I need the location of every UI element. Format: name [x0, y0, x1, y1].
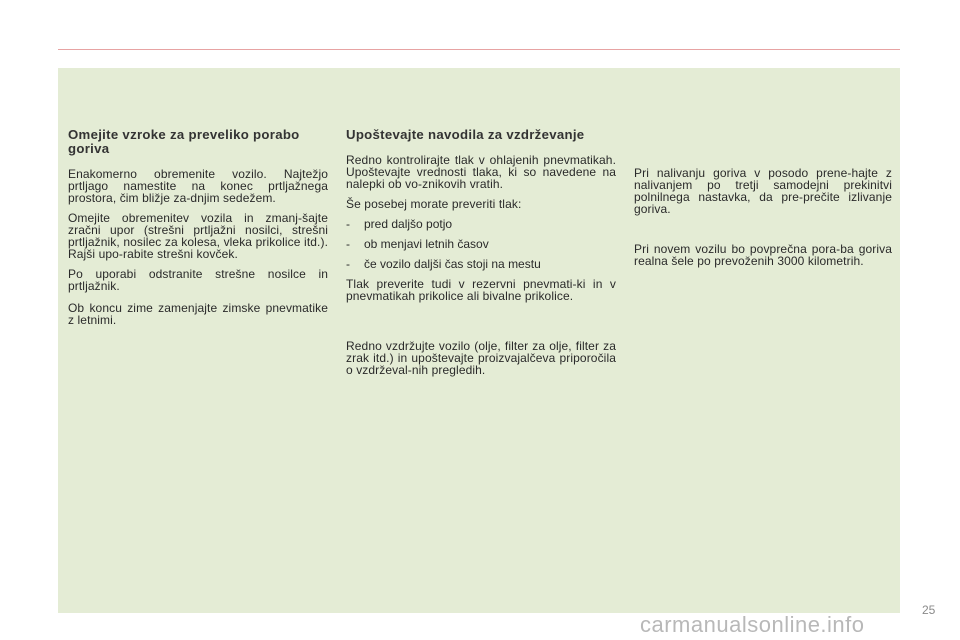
list-item [346, 218, 616, 230]
check-list [346, 218, 616, 270]
maintenance-text: Redno vzdržujte vozilo (olje, filter za olje, filter za zrak itd.) in upoštevajte proizvajalčeva priporočila o vzdrževal-nih pregledih. [346, 339, 616, 377]
left-paragraph: Ob koncu zime zamenjajte zimske pnevmatike z letnimi. [68, 301, 328, 327]
left-column [68, 128, 328, 334]
middle-heading: Upoštevajte navodila za vzdrževanje [346, 127, 585, 142]
left-paragraph: Omejite obremenitev vozila in zmanj-šajte zračni upor (strešni prtljažni nosilci, strešni prtljažnik, nosilec za kolesa, vleka prikolice itd.). Rajši upo-rabite strešni kovček. [68, 211, 328, 261]
left-heading: Omejite vzroke za preveliko porabo goriva [68, 127, 300, 156]
right-paragraph: Pri novem vozilu bo povprečna pora-ba goriva realna šele po prevoženih 3000 kilometrih. [634, 242, 892, 268]
middle-column [346, 128, 616, 384]
list-title: Še posebej morate preveriti tlak: [346, 197, 522, 211]
right-column [634, 167, 892, 275]
dash-marker: - [346, 237, 350, 251]
watermark: carmanualsonline.info [640, 612, 865, 637]
list-item [346, 258, 616, 270]
top-divider [58, 49, 900, 50]
left-paragraph: Po uporabi odstranite strešne nosilce in prtljažnik. [68, 267, 328, 293]
page-number: 25 [922, 603, 936, 617]
dash-marker: - [346, 217, 350, 231]
right-paragraph: Pri nalivanju goriva v posodo prene-hajte z nalivanjem po tretji samodejni prekinitvi polnilnega nastavka, da pre-prečite izlivanje goriva. [634, 166, 892, 216]
list-item-text: če vozilo daljši čas stoji na mestu [364, 257, 541, 271]
list-item [346, 238, 616, 250]
middle-intro: Redno kontrolirajte tlak v ohlajenih pnevmatikah. Upoštevajte vrednosti tlaka, ki so navedene na nalepki ob vo-znikovih vratih. [346, 153, 616, 191]
spare-tyre-text: Tlak preverite tudi v rezervni pnevmati-ki in v pnevmatikah prikolice ali bivalne prikolice. [346, 277, 616, 303]
list-item-text: pred daljšo potjo [364, 217, 453, 231]
dash-marker: - [346, 257, 350, 271]
left-paragraph: Enakomerno obremenite vozilo. Najtežjo prtljago namestite na konec prtljažnega prostora, čim bližje za-dnjim sedežem. [68, 167, 328, 205]
list-item-text: ob menjavi letnih časov [364, 237, 489, 251]
